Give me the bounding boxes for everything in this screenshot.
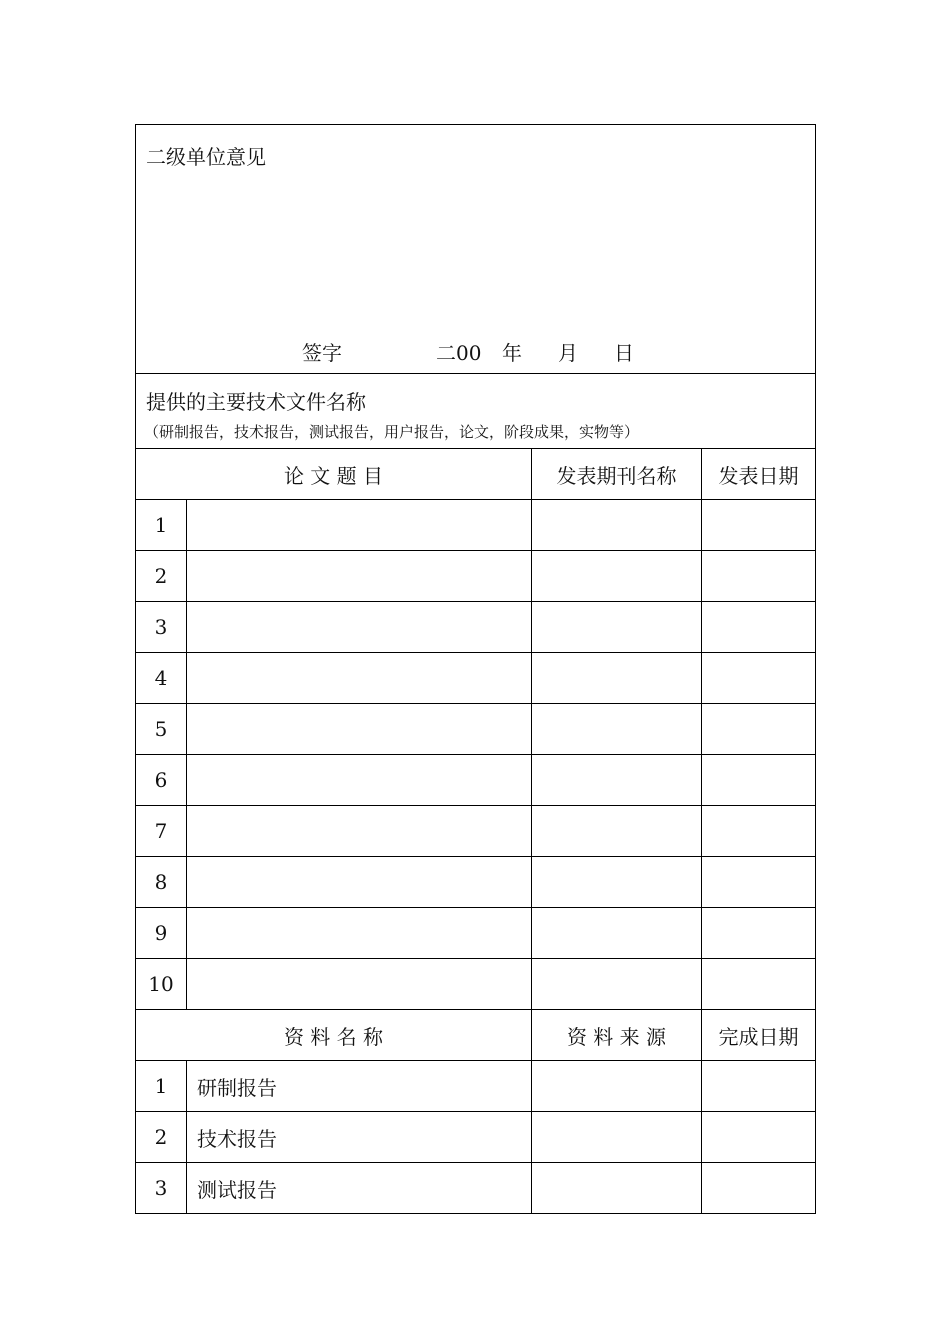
journal-name-cell[interactable] (532, 500, 702, 551)
journal-name-cell[interactable] (532, 857, 702, 908)
paper-title-cell[interactable] (187, 806, 532, 857)
completion-date-cell[interactable] (702, 1112, 816, 1163)
sign-label: 签字 (302, 341, 342, 365)
paper-title-cell[interactable] (187, 857, 532, 908)
paper-row-number: 2 (136, 551, 187, 602)
day-label: 日 (614, 341, 634, 365)
paper-row (136, 755, 816, 806)
material-row (136, 1163, 816, 1214)
unit-opinion-title: 二级单位意见 (146, 145, 266, 169)
signature-line (136, 337, 815, 363)
paper-row-number: 8 (136, 857, 187, 908)
publish-date-cell[interactable] (702, 653, 816, 704)
paper-row (136, 857, 816, 908)
paper-row-number: 10 (136, 959, 187, 1010)
material-name-cell: 技术报告 (187, 1112, 532, 1163)
completion-date-cell[interactable] (702, 1061, 816, 1112)
paper-row-number: 9 (136, 908, 187, 959)
journal-name-cell[interactable] (532, 806, 702, 857)
completion-date-header: 完成日期 (702, 1010, 816, 1061)
paper-title-cell[interactable] (187, 704, 532, 755)
journal-name-cell[interactable] (532, 908, 702, 959)
journal-name-cell[interactable] (532, 551, 702, 602)
paper-title-cell[interactable] (187, 551, 532, 602)
publish-date-cell[interactable] (702, 959, 816, 1010)
material-name-cell: 测试报告 (187, 1163, 532, 1214)
material-row-number: 1 (136, 1061, 187, 1112)
paper-row-number: 7 (136, 806, 187, 857)
publish-date-cell[interactable] (702, 704, 816, 755)
journal-name-header: 发表期刊名称 (532, 449, 702, 500)
paper-row (136, 602, 816, 653)
publish-date-cell[interactable] (702, 602, 816, 653)
material-row-number: 2 (136, 1112, 187, 1163)
material-row (136, 1112, 816, 1163)
publish-date-cell[interactable] (702, 908, 816, 959)
material-source-cell[interactable] (532, 1163, 702, 1214)
paper-row-number: 1 (136, 500, 187, 551)
journal-name-cell[interactable] (532, 704, 702, 755)
paper-title-cell[interactable] (187, 602, 532, 653)
unit-opinion-cell (136, 125, 816, 374)
month-label: 月 (558, 341, 578, 365)
publish-date-cell[interactable] (702, 806, 816, 857)
paper-title-cell[interactable] (187, 908, 532, 959)
paper-title-cell[interactable] (187, 653, 532, 704)
paper-row (136, 806, 816, 857)
papers-header-row (136, 449, 816, 500)
paper-row (136, 500, 816, 551)
tech-docs-title: 提供的主要技术文件名称 (146, 390, 366, 414)
journal-name-cell[interactable] (532, 653, 702, 704)
paper-title-cell[interactable] (187, 500, 532, 551)
paper-title-cell[interactable] (187, 755, 532, 806)
materials-header-row (136, 1010, 816, 1061)
paper-title-header: 论 文 题 目 (136, 449, 532, 500)
publish-date-cell[interactable] (702, 857, 816, 908)
material-source-cell[interactable] (532, 1061, 702, 1112)
publish-date-cell[interactable] (702, 551, 816, 602)
publish-date-cell[interactable] (702, 755, 816, 806)
year-label: 年 (502, 341, 522, 365)
paper-title-cell[interactable] (187, 959, 532, 1010)
paper-row (136, 704, 816, 755)
material-source-header: 资 料 来 源 (532, 1010, 702, 1061)
journal-name-cell[interactable] (532, 602, 702, 653)
tech-docs-cell (136, 374, 816, 449)
year-prefix: 二00 (436, 341, 482, 365)
paper-row (136, 908, 816, 959)
paper-row (136, 653, 816, 704)
paper-row (136, 551, 816, 602)
paper-row-number: 6 (136, 755, 187, 806)
publish-date-header: 发表日期 (702, 449, 816, 500)
tech-docs-note: （研制报告，技术报告，测试报告，用户报告，论文，阶段成果，实物等） (144, 423, 640, 441)
paper-row-number: 5 (136, 704, 187, 755)
material-row-number: 3 (136, 1163, 187, 1214)
material-source-cell[interactable] (532, 1112, 702, 1163)
application-form-table (135, 124, 816, 1214)
paper-row (136, 959, 816, 1010)
completion-date-cell[interactable] (702, 1163, 816, 1214)
paper-row-number: 4 (136, 653, 187, 704)
material-name-header: 资 料 名 称 (136, 1010, 532, 1061)
material-row (136, 1061, 816, 1112)
paper-row-number: 3 (136, 602, 187, 653)
journal-name-cell[interactable] (532, 959, 702, 1010)
material-name-cell: 研制报告 (187, 1061, 532, 1112)
publish-date-cell[interactable] (702, 500, 816, 551)
journal-name-cell[interactable] (532, 755, 702, 806)
